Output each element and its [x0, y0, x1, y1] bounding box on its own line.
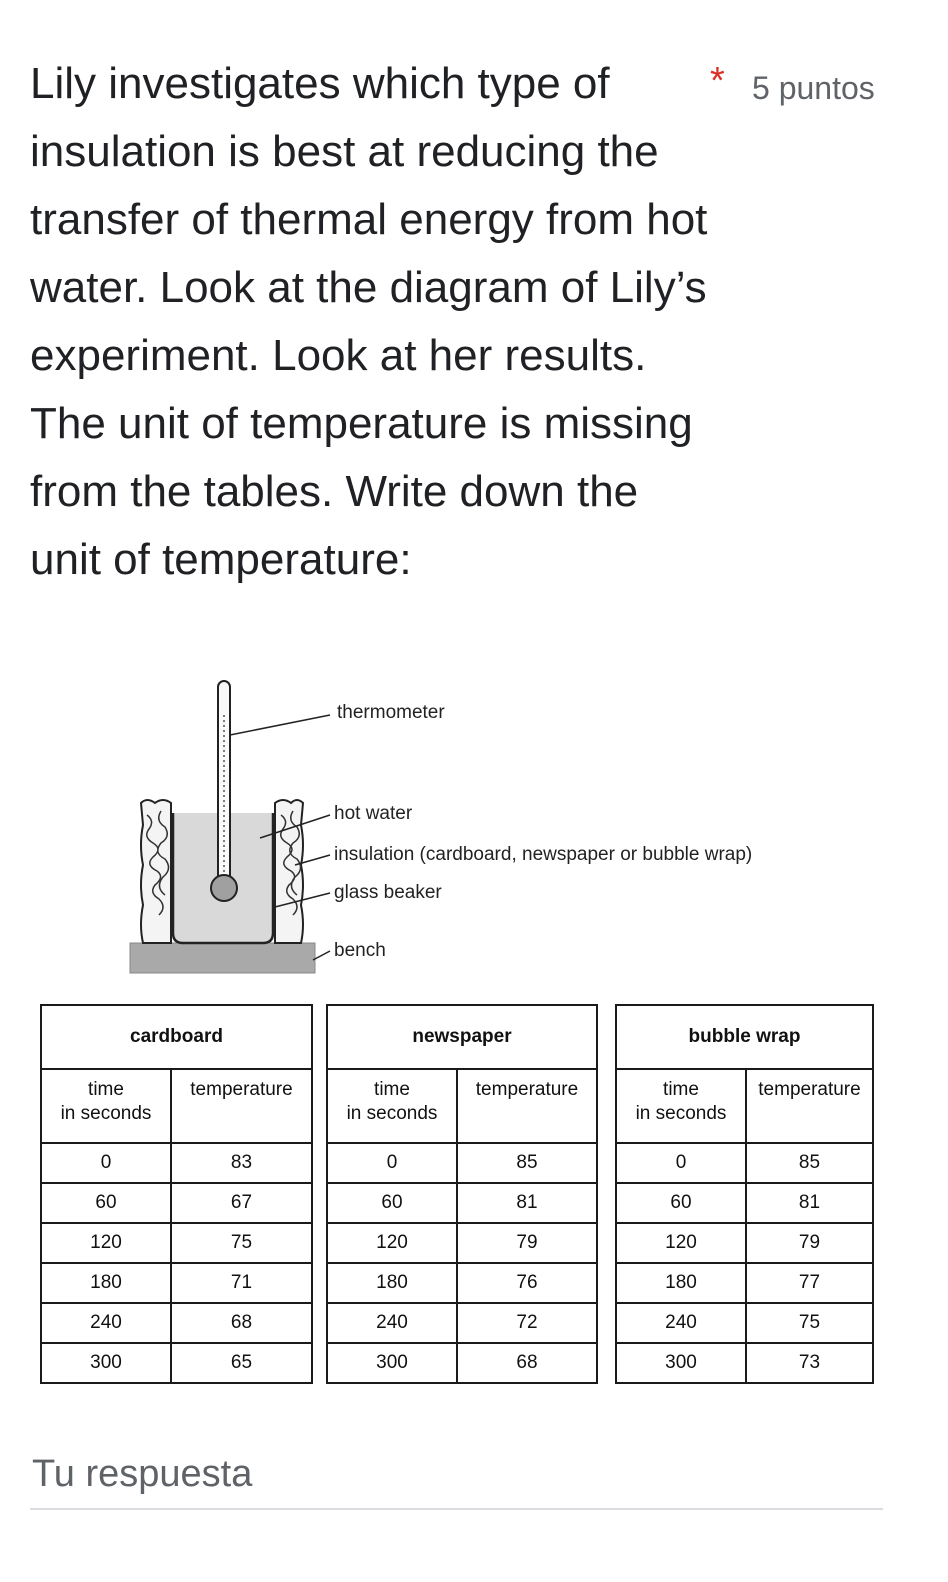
table-row: 60 81	[327, 1183, 597, 1223]
table-title: newspaper	[327, 1005, 597, 1069]
results-table-cardboard	[40, 1004, 313, 1384]
column-header-time: time in seconds	[616, 1069, 746, 1143]
thermometer-bulb	[211, 875, 237, 901]
table-row: 240 72	[327, 1303, 597, 1343]
column-header-time: time in seconds	[327, 1069, 457, 1143]
table-row: 300 65	[41, 1343, 312, 1383]
table-row: 120 79	[327, 1223, 597, 1263]
table-row: 0 85	[616, 1143, 873, 1183]
label-hot-water: hot water	[334, 803, 413, 824]
table-title: bubble wrap	[616, 1005, 873, 1069]
table-row: 120 75	[41, 1223, 312, 1263]
table-row: 0 83	[41, 1143, 312, 1183]
column-header-temperature: temperature	[457, 1069, 597, 1143]
bench-shape	[130, 943, 315, 973]
table-row: 180 71	[41, 1263, 312, 1303]
label-thermometer: thermometer	[337, 702, 445, 723]
table-row: 180 77	[616, 1263, 873, 1303]
table-row: 300 68	[327, 1343, 597, 1383]
results-table-newspaper	[326, 1004, 598, 1384]
column-header-time: time in seconds	[41, 1069, 171, 1143]
table-row: 120 79	[616, 1223, 873, 1263]
required-asterisk: *	[710, 60, 725, 102]
points-label: 5 puntos	[752, 70, 875, 106]
column-header-temperature: temperature	[171, 1069, 312, 1143]
results-table-bubble-wrap	[615, 1004, 874, 1384]
label-bench: bench	[334, 940, 386, 961]
table-row: 300 73	[616, 1343, 873, 1383]
answer-input[interactable]	[30, 1440, 887, 1508]
label-glass-beaker: glass beaker	[334, 882, 442, 903]
table-row: 60 81	[616, 1183, 873, 1223]
experiment-diagram	[125, 675, 825, 975]
table-row: 180 76	[327, 1263, 597, 1303]
table-row: 0 85	[327, 1143, 597, 1183]
table-row: 240 68	[41, 1303, 312, 1343]
answer-underline	[30, 1508, 883, 1510]
insulation-left-shape	[141, 800, 171, 943]
label-insulation: insulation (cardboard, newspaper or bubble wrap)	[334, 844, 753, 865]
table-row: 60 67	[41, 1183, 312, 1223]
question-text: Lily investigates which type of insulation is best at reducing the transfer of thermal energy from hot water. Look at the diagram of Lily’s experiment. Look at her results. The unit of temperature is missing from the tables. Write down the unit of temperature:	[30, 59, 708, 584]
table-row: 240 75	[616, 1303, 873, 1343]
table-title: cardboard	[41, 1005, 312, 1069]
column-header-temperature: temperature	[746, 1069, 873, 1143]
